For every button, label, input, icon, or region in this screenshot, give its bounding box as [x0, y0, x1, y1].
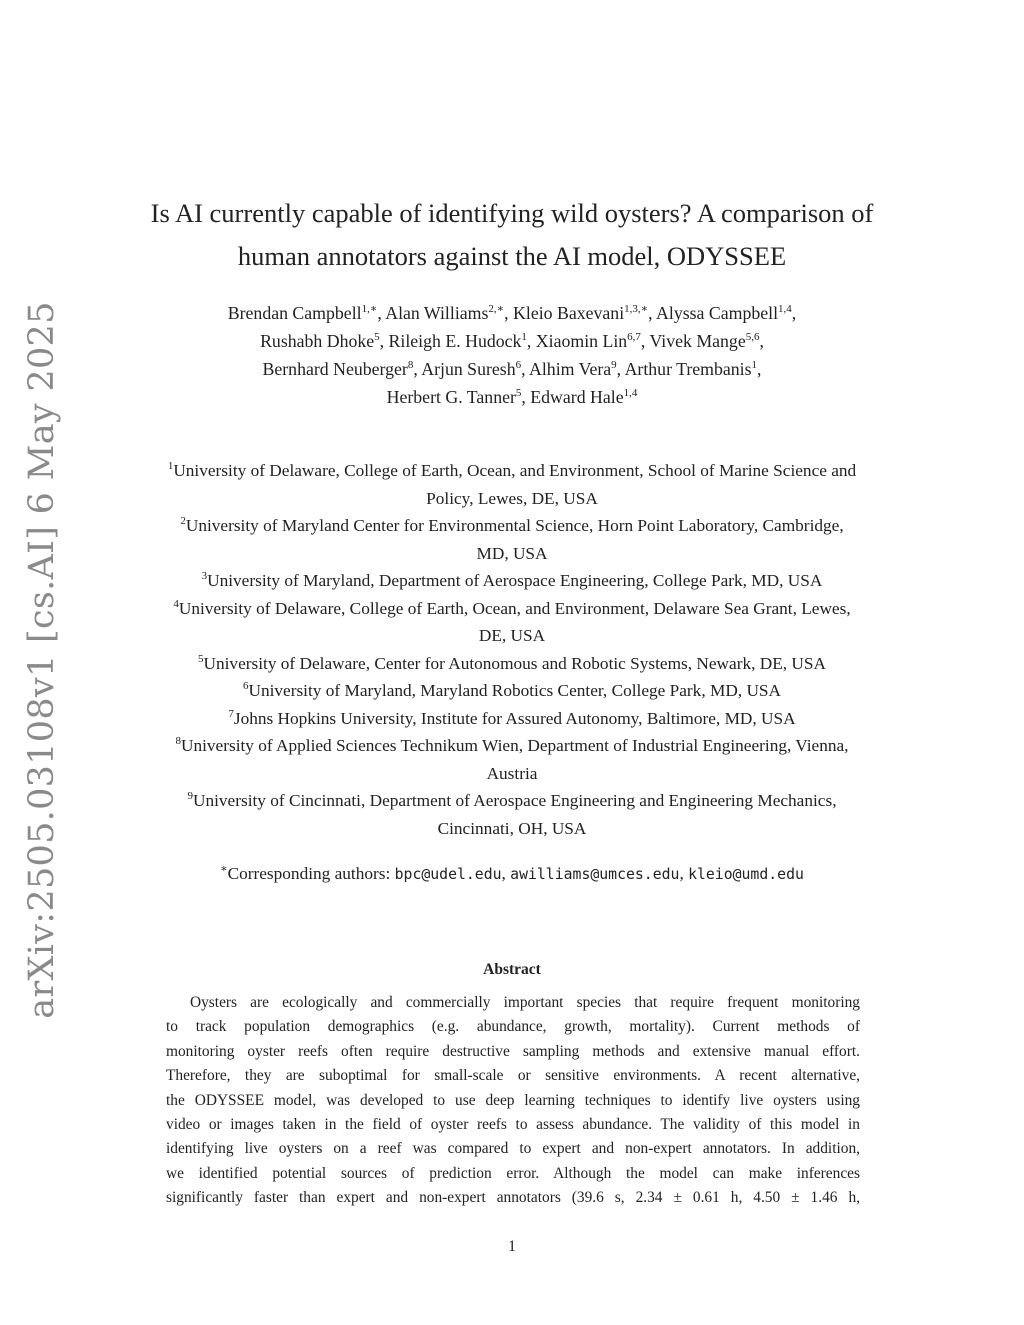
- affiliation-number: 5: [198, 652, 204, 665]
- affiliation: [110, 787, 914, 842]
- abstract-line: identifying live oysters on a reef was compared to expert and non-expert annotators. In addition,: [166, 1140, 860, 1158]
- author-affiliation-mark: 5: [515, 387, 522, 400]
- author-affiliation-mark: 2,∗: [488, 303, 505, 316]
- abstract-line: to track population demographics (e.g. abundance, growth, mortality). Current methods of: [166, 1018, 860, 1036]
- affiliation-text: University of Maryland Center for Environmental Science, Horn Point Laboratory, Cambridge,: [185, 516, 844, 535]
- author-affiliation-mark: 8: [407, 359, 414, 372]
- abstract-line: Oysters are ecologically and commercially important species that require frequent monitoring: [190, 994, 860, 1011]
- affiliation-number: 7: [228, 707, 234, 720]
- abstract-line: monitoring oyster reefs often require destructive sampling methods and extensive manual effort.: [166, 1042, 860, 1060]
- affiliation-text: Austria: [486, 763, 538, 783]
- affiliation: [110, 512, 914, 567]
- affiliation-text: University of Cincinnati, Department of Aerospace Engineering and Engineering Mechanics,: [192, 791, 837, 810]
- affiliation-number: 4: [173, 597, 179, 610]
- author-affiliation-mark: 6: [515, 359, 522, 372]
- author-affiliation-mark: 1,4: [623, 387, 638, 400]
- author-name: Herbert G. Tanner: [386, 387, 516, 407]
- email-link[interactable]: awilliams@umces.edu: [510, 866, 680, 883]
- email-link[interactable]: kleio@umd.edu: [688, 866, 804, 883]
- affiliation-text: University of Delaware, Center for Autonomous and Robotic Systems, Newark, DE, USA: [203, 653, 826, 673]
- affiliation-number: 1: [167, 460, 174, 473]
- author-name: Rushabh Dhoke: [260, 331, 375, 351]
- author-name: Rileigh E. Hudock: [388, 331, 522, 351]
- abstract-body: [166, 991, 860, 1211]
- abstract-heading: Abstract: [483, 961, 541, 978]
- arxiv-identifier-stamp: arXiv:2505.03108v1 [cs.AI] 6 May 2025: [22, 301, 62, 1019]
- affiliation: [110, 732, 914, 787]
- author-affiliation-mark: 5,6: [745, 331, 760, 344]
- title-line-1: Is AI currently capable of identifying wild oysters? A comparison of: [150, 198, 874, 228]
- paper-title: [100, 192, 924, 278]
- affiliation-number: 8: [175, 735, 181, 748]
- author-name: Brendan Campbell: [227, 303, 362, 323]
- page-number: 1: [508, 1238, 516, 1255]
- abstract-line: the ODYSSEE model, was developed to use deep learning techniques to identify live oysters using: [166, 1091, 860, 1109]
- affiliation-number: 9: [187, 790, 193, 803]
- author-name: Arthur Trembanis: [624, 359, 752, 379]
- author-affiliation-mark: 6,7: [627, 331, 641, 344]
- affiliation: [110, 567, 914, 595]
- author-name: Vivek Mange: [649, 331, 746, 351]
- corresponding-mark: ∗: [220, 863, 228, 876]
- author-affiliation-mark: 1,∗: [361, 303, 378, 316]
- abstract-line: Therefore, they are suboptimal for small-scale or sensitive environments. A recent alternative,: [166, 1067, 860, 1085]
- affiliation: [110, 595, 914, 650]
- affiliation-text: University of Delaware, College of Earth, Ocean, and Environment, School of Marine Science and: [173, 461, 857, 480]
- author-line: Rushabh Dhoke$^5$, Rileigh E. Hudock$^1$, Xiaomin Lin$^{6,7}$, Vivek Mange$^{5,6}$,: [260, 331, 764, 351]
- affiliation-text: DE, USA: [478, 626, 546, 645]
- author-affiliation-mark: 9: [611, 359, 617, 372]
- author-name: Kleio Baxevani: [513, 303, 625, 323]
- affiliation-list: [110, 457, 914, 842]
- affiliation-text: University of Delaware, College of Earth, Ocean, and Environment, Delaware Sea Grant, Lewes,: [178, 598, 851, 618]
- abstract-line: we identified potential sources of prediction error. Although the model can make inferences: [166, 1164, 860, 1182]
- affiliation: [110, 457, 914, 512]
- affiliation-number: 2: [180, 515, 186, 528]
- affiliation: [110, 677, 914, 705]
- author-name: Alyssa Campbell: [656, 303, 779, 323]
- email-link[interactable]: bpc@udel.edu: [394, 866, 502, 883]
- author-name: Edward Hale: [530, 387, 624, 407]
- author-affiliation-mark: 1,3,∗: [624, 303, 649, 316]
- abstract-line: significantly faster than expert and non-expert annotators (39.6 s, 2.34 ± 0.61 h, 4.50 ± 1.46 h,: [166, 1189, 860, 1207]
- affiliation-text: Policy, Lewes, DE, USA: [426, 488, 598, 508]
- author-affiliation-mark: 5: [374, 331, 380, 344]
- author-affiliation-mark: 1: [751, 359, 758, 372]
- affiliation-text: Johns Hopkins University, Institute for Assured Autonomy, Baltimore, MD, USA: [233, 708, 796, 728]
- author-line: Herbert G. Tanner$^5$, Edward Hale$^{1,4}$: [386, 387, 638, 407]
- title-line-2: human annotators against the AI model, ODYSSEE: [237, 241, 787, 271]
- affiliation-text: University of Maryland, Maryland Robotics Center, College Park, MD, USA: [248, 681, 782, 700]
- affiliation-number: 3: [201, 570, 208, 583]
- affiliation-text: Cincinnati, OH, USA: [437, 818, 587, 838]
- author-line: Bernhard Neuberger$^8$, Arjun Suresh$^6$, Alhim Vera$^9$, Arthur Trembanis$^1$,: [262, 359, 762, 379]
- corresponding-label: Corresponding authors:: [227, 864, 395, 883]
- affiliation: [110, 705, 914, 733]
- abstract-line: video or images taken in the field of oyster reefs to assess abundance. The validity of this model in: [166, 1116, 860, 1134]
- author-line: Brendan Campbell$^{1,∗}$, Alan Williams$^{2,∗}$, Kleio Baxevani$^{1,3,∗}$, Alyssa Campbell$^{1,4}$,: [227, 303, 797, 323]
- author-name: Alhim Vera: [529, 359, 612, 379]
- affiliation-text: University of Applied Sciences Technikum Wien, Department of Industrial Engineering, Vienna,: [180, 736, 849, 755]
- author-name: Bernhard Neuberger: [262, 359, 408, 379]
- affiliation-number: 6: [242, 680, 249, 693]
- author-affiliation-mark: 1,4: [778, 303, 792, 316]
- affiliation: [110, 650, 914, 678]
- author-name: Xiaomin Lin: [535, 331, 628, 351]
- author-name: Arjun Suresh: [421, 359, 516, 379]
- affiliation-text: University of Maryland, Department of Aerospace Engineering, College Park, MD, USA: [207, 571, 823, 590]
- author-affiliation-mark: 1: [521, 331, 527, 344]
- author-name: Alan Williams: [385, 303, 489, 323]
- author-list: [100, 299, 924, 411]
- corresponding-authors: ∗Corresponding authors: bpc@udel.edu, awilliams@umces.edu, kleio@umd.edu: [220, 863, 804, 883]
- affiliation-text: MD, USA: [476, 543, 548, 563]
